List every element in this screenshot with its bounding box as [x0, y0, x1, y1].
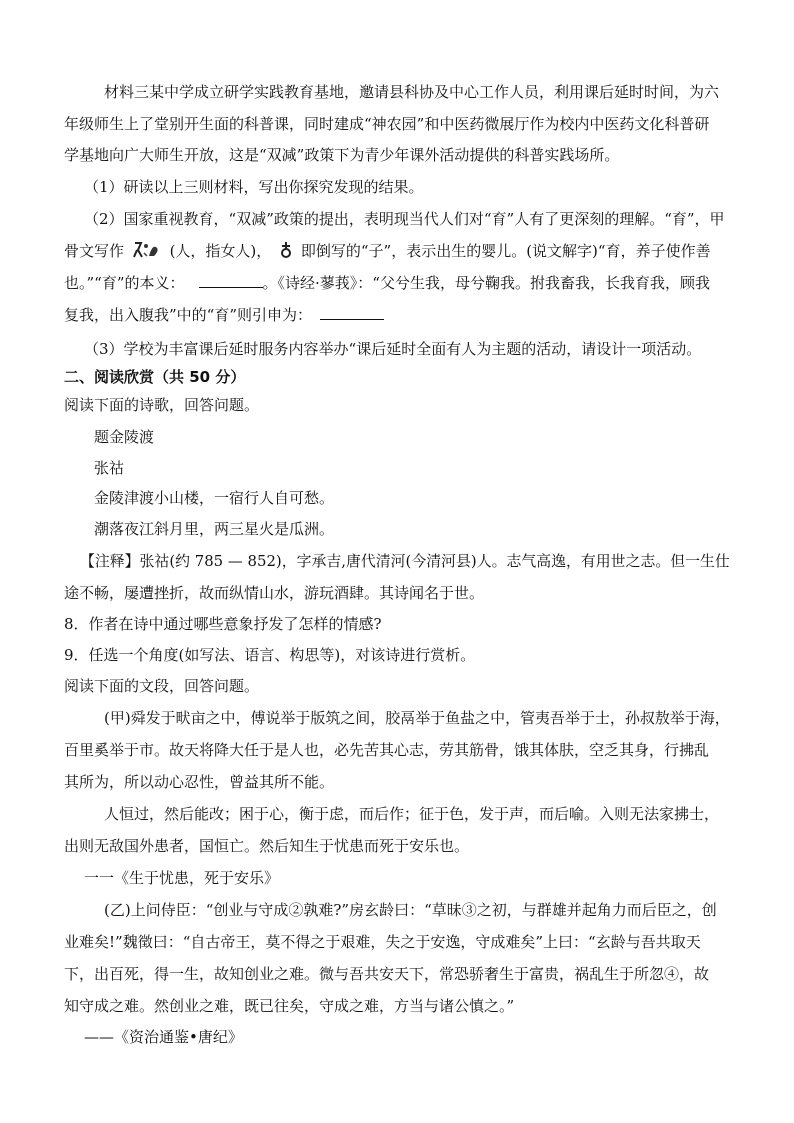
question-2-line2-a: 骨文写作 — [64, 242, 125, 260]
passage-yi-line4: 知守成之难。然创业之难，既已往矣，守成之难，方当与诸公慎之。” — [64, 997, 515, 1015]
poem-line-2: 潮落夜江斜月里，两三星火是瓜洲。 — [94, 520, 335, 538]
section-2-title: 二、阅读欣赏（共 50 分） — [64, 368, 246, 386]
poem-instructions: 阅读下面的诗歌，回答问题。 — [64, 396, 260, 414]
poem-note-line1: 【注释】张祜(约 785 — 852)，字承吉,唐代清河(今清河县)人。志气高逸，有用世之志。但一生仕 — [80, 552, 730, 570]
question-9: 9．任选一个角度(如写法、语言、构思等)，对该诗进行赏析。 — [64, 646, 476, 664]
answer-blank-2[interactable] — [320, 305, 384, 320]
poem-line-1: 金陵津渡小山楼，一宿行人自可愁。 — [94, 489, 335, 507]
poem-title: 题金陵渡 — [94, 428, 155, 446]
answer-blank-1[interactable] — [199, 273, 263, 288]
passage-jia-line5: 出则无敌国外患者，国恒亡。然后知生于忧患而死于安乐也。 — [64, 837, 470, 855]
passage-jia-line4: 人恒过，然后能改；困于心，衡于虑，而后作；征于色，发于声，而后喻。入则无法家拂士， — [104, 805, 720, 823]
question-1: （1）研读以上三则材料，写出你探究发现的结果。 — [84, 178, 424, 196]
passage-yi-source: ——《资治通鉴•唐纪》 — [84, 1028, 243, 1046]
question-2-line3 — [64, 273, 710, 293]
question-2-line2-c: 即倒写的“子”，表示出生的婴儿。(说文解字)“育，养子使作善 — [300, 242, 711, 260]
poem-note-line2: 途不畅，屡遭挫折，故而纵情山水，游玩酒肆。其诗闻名于世。 — [64, 584, 485, 602]
material3-line3: 学基地向广大师生开放，这是“双减”政策下为青少年课外活动提供的科普实践场所。 — [64, 146, 620, 164]
question-2-line1: （2）国家重视教育，“双减”政策的提出，表明现当代人们对“育”人有了更深刻的理解。“育”，甲 — [84, 210, 725, 228]
question-8: 8．作者在诗中通过哪些意象抒发了怎样的情感? — [64, 615, 382, 633]
question-2-line2 — [64, 241, 711, 264]
passage-jia-source: 一一《生于忧患，死于安乐》 — [84, 869, 280, 887]
question-2-line4-a: 复我，出入腹我”中的“育”则引申为： — [64, 306, 313, 324]
question-3: （3）学校为丰富课后延时服务内容举办“课后延时全面有人为主题的活动，请设计一项活动。 — [84, 340, 702, 358]
poem-author: 张祜 — [94, 459, 125, 477]
passage-jia-line3: 其所为，所以动心忍性，曾益其所不能。 — [64, 773, 335, 791]
passage-jia-line1: (甲)舜发于畎亩之中，傅说举于版筑之间，胶鬲举于鱼盐之中，管夷吾举于士，孙叔敖举于海， — [104, 709, 730, 727]
question-2-line3-b: 。《诗经·蓼莪》：“父兮生我，母兮鞠我。拊我畜我，长我育我，顾我 — [262, 274, 710, 292]
question-2-line2-b: (人，指女人)， — [169, 242, 272, 260]
passage-yi-line1: (乙)上问侍臣：“创业与守成②孰难?”房玄龄曰：“草昧③之初，与群雄并起角力而后臣之，创 — [104, 901, 717, 919]
material3-line1: 材料三某中学成立研学实践教育基地，邀请县科协及中心工作人员，利用课后延时时间，为六 — [104, 83, 720, 101]
material3-line2: 年级师生上了堂别开生面的科普课，同时建成“神农园”和中医药微展厅作为校内中医药文化科普研 — [64, 115, 710, 133]
question-2-line3-a: 也。”“育”的本义： — [64, 274, 185, 292]
passage-yi-line2: 业难矣!”魏徵曰：“自古帝王，莫不得之于艰难，失之于安逸，守成难矣”上曰：“玄龄与吾共取天 — [64, 933, 701, 951]
oracle-glyph-woman-icon — [132, 241, 162, 264]
passage-yi-line3: 下，出百死，得一生，故知创业之难。微与吾共安天下，常恐骄奢生于富贵，祸乱生于所忽④，故 — [64, 965, 710, 983]
question-2-line4 — [64, 305, 384, 325]
oracle-glyph-child-icon — [279, 241, 293, 264]
prose-instructions: 阅读下面的文段，回答问题。 — [64, 677, 260, 695]
passage-jia-line2: 百里奚举于市。故天将降大任于是人也，必先苦其心志，劳其筋骨，饿其体肤，空乏其身，行拂乱 — [64, 741, 710, 759]
